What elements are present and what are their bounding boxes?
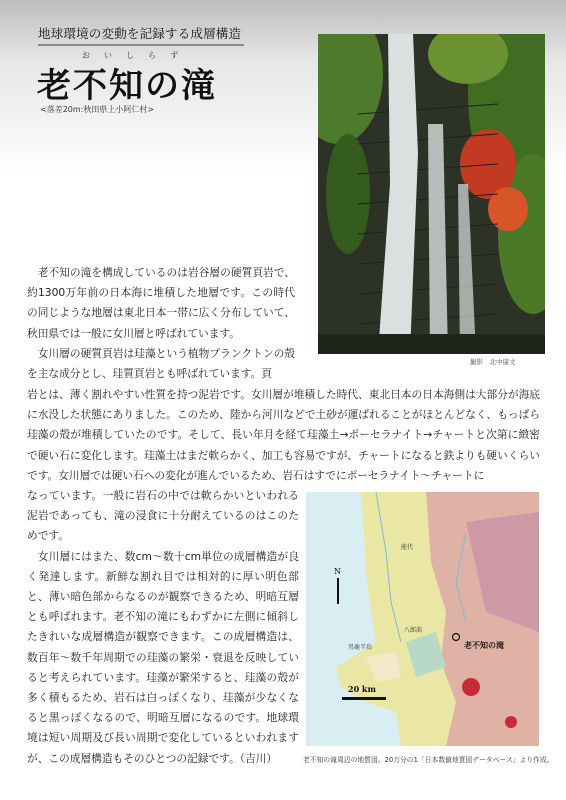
body-paragraph-1: 老不知の滝を構成しているのは岩谷層の硬質頁岩で、約1300万年前の日本海に堆積した地層です。この時代の同じような地層は東北日本一帯に広く分布していて、秋田県では一般に女川層と呼ばれています。 <box>27 266 295 340</box>
body-column-bottom <box>27 486 299 769</box>
map-caption: 老不知の滝周辺の地質図。20万分の1「日本数値地質図データベース」より作成。 <box>303 756 554 764</box>
place-label-oga: 男鹿半島 <box>348 644 373 651</box>
geologic-map-image <box>306 492 539 746</box>
body-paragraph-2-start: 女川層の硬質頁岩は珪藻という植物プランクトンの殻を主な成分とし、珪質頁岩とも呼ばれています。頁 <box>27 346 295 381</box>
body-paragraph-2-end: なっています。一般に岩石の中では軟らかいといわれる泥岩であっても、滝の浸食に十分耐えているのはこのためです。 <box>27 489 299 543</box>
page-subtitle: 地球環境の変動を記録する成層構造 <box>38 24 244 46</box>
waterfall-marker-label: 老不知の滝 <box>464 641 504 650</box>
geologic-map <box>306 492 539 746</box>
photo-credit: 撮影 北中康文 <box>470 358 516 366</box>
body-paragraph-3: 女川層にはまた、数cm～数十cm単位の成層構造が良く発達します。新鮮な割れ目では相対的に厚い明色部と、薄い暗色部からなるのが観察できるため、明暗互層とも呼ばれます。老不知の滝にもわずかに左側に傾斜したきれいな成層構造が観察できます。この成層構造は、数百年～数千年周期での珪藻の繁栄・衰退を反映していると考えられています。珪藻が繁栄すると、珪藻の殻が多く積もるため、岩石は白っぽくなり、珪藻が少なくなると黒っぽくなるので、明暗互層になるのです。地球環境は短い周期及び長い周期で変化しているといわれますが、この成層構造もそのひとつの記録です。（吉川） <box>27 549 299 765</box>
body-full-width <box>27 385 540 486</box>
place-label-hachirogata: 八郎潟 <box>404 627 423 634</box>
place-label-noshiro: 能代 <box>401 544 414 551</box>
north-label: N <box>334 567 341 576</box>
title-ruby: おいしらず <box>82 51 192 60</box>
scale-bar <box>342 697 386 700</box>
waterfall-photo <box>318 34 545 354</box>
scale-label: 20 km <box>348 684 376 694</box>
page-title: 老不知の滝 <box>37 66 217 106</box>
north-arrow-icon <box>337 578 339 604</box>
body-column-top <box>27 263 295 384</box>
body-paragraph-2-wide: 岩とは、薄く割れやすい性質を持つ泥岩です。女川層が堆積した時代、東北日本の日本海側は大部分が海底に水没した状態にありました。このため、陸から河川などで土砂が運ばれることがほとんどなく、もっぱら珪藻の殻が堆積していたのです。そして、長い年月を経て珪藻土→ポーセラナイト→チャートと次第に緻密で硬い石に変化します。珪藻土はまだ軟らかく、加工も容易ですが、チャートになると鉄よりも硬いくらいです。女川層では硬い石への変化が進んでいるため、岩石はすでにポーセラナイト～チャートに <box>27 388 540 482</box>
title-caption: <落差20m:秋田県上小阿仁村> <box>40 105 155 114</box>
waterfall-photo-image <box>318 34 545 354</box>
